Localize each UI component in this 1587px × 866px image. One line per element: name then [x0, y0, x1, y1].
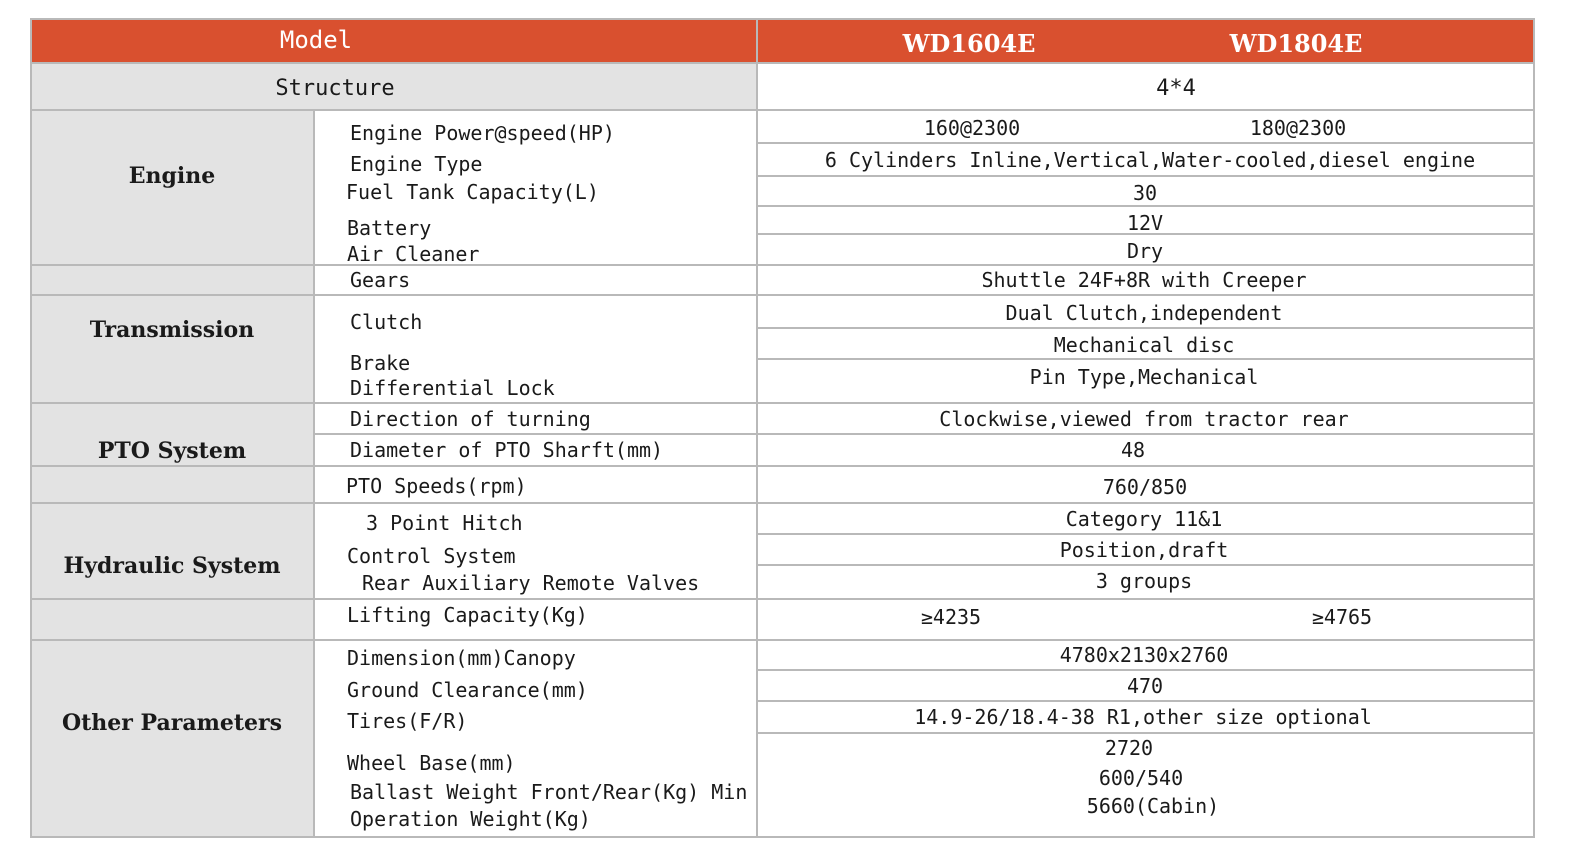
- grid-line: [756, 18, 758, 838]
- category-transmission: Transmission: [89, 317, 255, 343]
- value-direction: Clockwise,viewed from tractor rear: [939, 407, 1349, 431]
- grid-line: [1533, 18, 1535, 838]
- grid-line: [757, 327, 1535, 329]
- grid-line: [757, 639, 1535, 641]
- value-hitch: Category 11&1: [1065, 507, 1223, 531]
- param-fuel-tank: Fuel Tank Capacity(L): [346, 180, 599, 204]
- value-clutch: Dual Clutch,independent: [1005, 301, 1283, 325]
- grid-line: [757, 294, 1535, 296]
- grid-line: [757, 402, 1535, 404]
- grid-line: [757, 700, 1535, 702]
- grid-line: [757, 502, 1535, 504]
- model-wd1804e: WD1804E: [1229, 29, 1363, 58]
- structure-label: Structure: [275, 76, 395, 101]
- grid-line: [757, 264, 1535, 266]
- param-op-weight: Operation Weight(Kg): [350, 807, 591, 831]
- param-hitch: 3 Point Hitch: [366, 511, 523, 535]
- value-pto-speeds: 760/850: [1102, 475, 1188, 499]
- value-tires: 14.9-26/18.4-38 R1,other size optional: [914, 705, 1372, 729]
- category-other: Other Parameters: [61, 710, 283, 736]
- value-diff-lock: Pin Type,Mechanical: [1029, 365, 1259, 389]
- grid-line: [313, 110, 315, 838]
- value-lifting-wd1804e: ≥4765: [1311, 605, 1373, 629]
- grid-line: [757, 564, 1535, 566]
- value-ballast: 600/540: [1098, 766, 1184, 790]
- grid-line: [30, 18, 32, 838]
- param-air-cleaner: Air Cleaner: [347, 242, 480, 266]
- category-engine: Engine: [128, 163, 216, 189]
- grid-line: [30, 598, 757, 600]
- grid-line: [313, 433, 757, 435]
- category-pto: PTO System: [97, 438, 247, 464]
- param-ballast: Ballast Weight Front/Rear(Kg) Min: [350, 780, 748, 804]
- model-wd1604e: WD1604E: [902, 29, 1036, 58]
- grid-line: [757, 175, 1535, 177]
- grid-line: [757, 598, 1535, 600]
- grid-line: [30, 109, 1535, 111]
- value-dimension: 4780x2130x2760: [1059, 643, 1229, 667]
- param-engine-power: Engine Power@speed(HP): [350, 121, 615, 145]
- model-header: Model: [279, 26, 353, 54]
- grid-line: [30, 836, 1535, 838]
- grid-line: [757, 669, 1535, 671]
- value-air-cleaner: Dry: [1126, 239, 1164, 263]
- param-brake: Brake: [350, 351, 411, 375]
- value-control: Position,draft: [1059, 538, 1229, 562]
- grid-line: [757, 142, 1535, 144]
- grid-line: [757, 732, 1535, 734]
- param-engine-type: Engine Type: [350, 152, 483, 176]
- value-pto-diameter: 48: [1120, 438, 1146, 462]
- param-wheelbase: Wheel Base(mm): [347, 751, 516, 775]
- value-battery: 12V: [1126, 211, 1164, 235]
- param-direction: Direction of turning: [350, 407, 591, 431]
- value-wheelbase: 2720: [1104, 736, 1154, 760]
- grid-line: [757, 465, 1535, 467]
- param-dimension: Dimension(mm)Canopy: [347, 646, 576, 670]
- grid-line: [30, 639, 757, 641]
- grid-line: [30, 502, 757, 504]
- param-rear-valves: Rear Auxiliary Remote Valves: [362, 571, 700, 595]
- grid-line: [30, 62, 1535, 64]
- grid-line: [30, 465, 757, 467]
- param-clearance: Ground Clearance(mm): [347, 678, 588, 702]
- value-rear-valves: 3 groups: [1095, 569, 1193, 593]
- value-brake: Mechanical disc: [1053, 333, 1235, 357]
- param-diff-lock: Differential Lock: [350, 376, 555, 400]
- param-clutch: Clutch: [350, 310, 423, 334]
- value-power-wd1804e: 180@2300: [1249, 116, 1347, 140]
- grid-line: [757, 358, 1535, 360]
- param-tires: Tires(F/R): [347, 709, 468, 733]
- value-gears: Shuttle 24F+8R with Creeper: [981, 268, 1307, 292]
- grid-line: [30, 18, 1535, 20]
- value-clearance: 470: [1126, 674, 1164, 698]
- grid-line: [30, 294, 757, 296]
- param-lifting: Lifting Capacity(Kg): [347, 603, 588, 627]
- grid-line: [757, 433, 1535, 435]
- param-control: Control System: [347, 544, 516, 568]
- value-op-weight: 5660(Cabin): [1086, 794, 1220, 818]
- value-lifting-wd1604e: ≥4235: [920, 605, 982, 629]
- param-pto-diameter: Diameter of PTO Sharft(mm): [350, 438, 664, 462]
- param-gears: Gears: [350, 268, 411, 292]
- grid-line: [30, 402, 757, 404]
- structure-value: 4*4: [1156, 76, 1196, 101]
- value-fuel-tank: 30: [1132, 181, 1158, 205]
- category-hydraulic: Hydraulic System: [63, 553, 281, 579]
- param-battery: Battery: [347, 216, 432, 240]
- param-pto-speeds: PTO Speeds(rpm): [346, 474, 527, 498]
- grid-line: [757, 533, 1535, 535]
- value-engine-type: 6 Cylinders Inline,Vertical,Water-cooled,diesel engine: [824, 148, 1476, 172]
- value-power-wd1604e: 160@2300: [923, 116, 1021, 140]
- spec-table: [30, 18, 1535, 838]
- grid-line: [757, 205, 1535, 207]
